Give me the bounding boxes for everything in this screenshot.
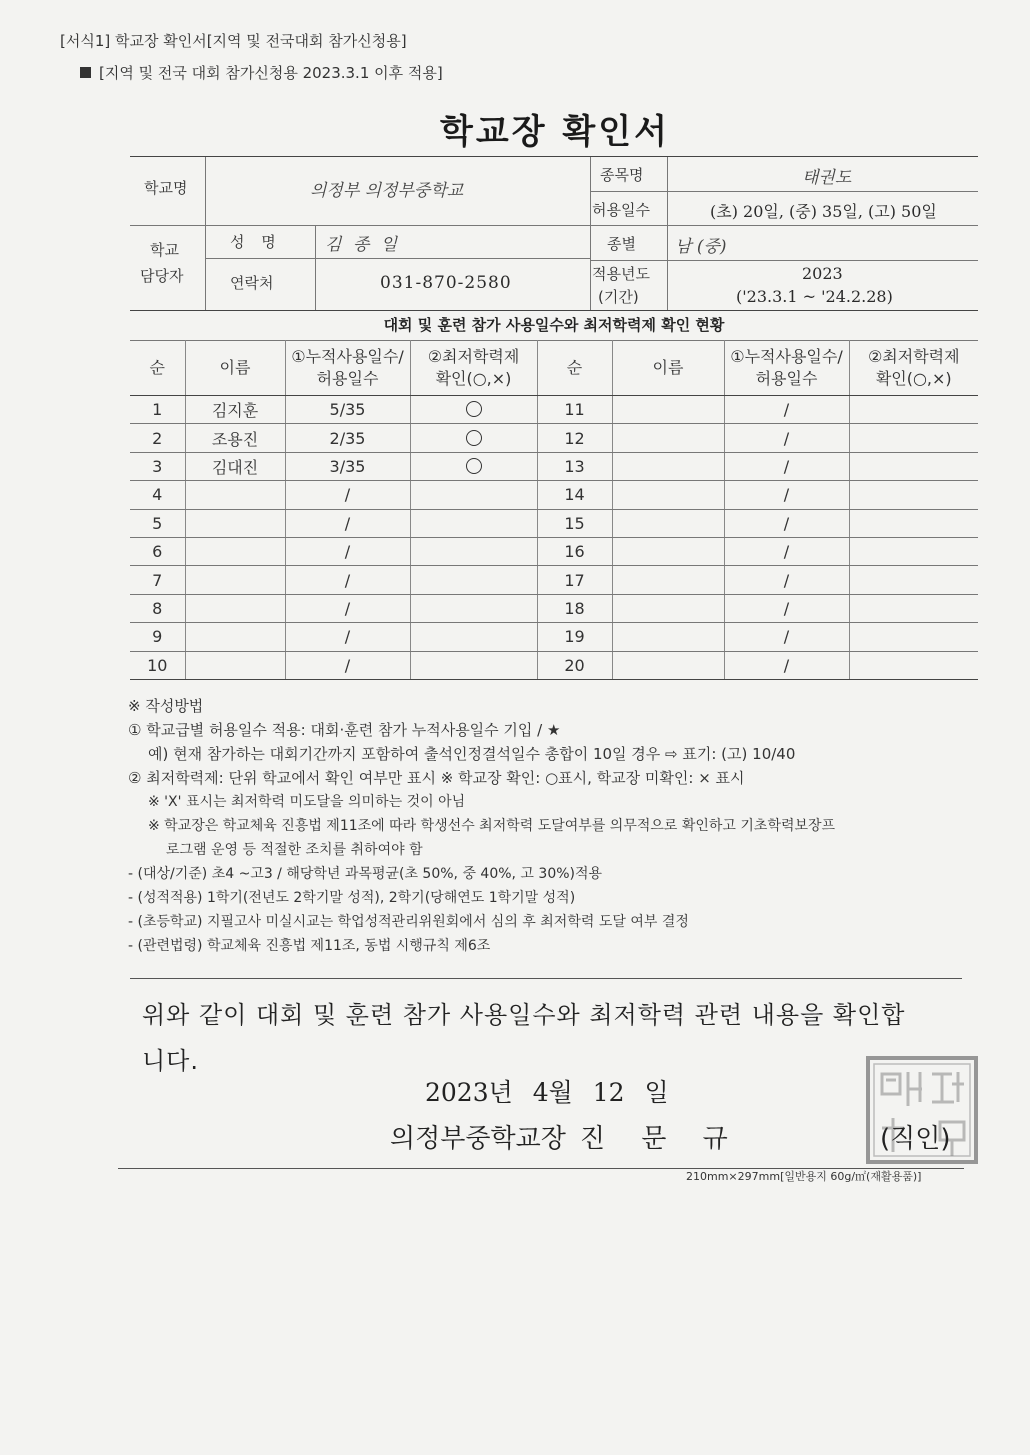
row-number-cell: 16 (537, 537, 612, 565)
form-sub-label-text: [지역 및 전국 대회 참가신청용 2023.3.1 이후 적용] (99, 64, 443, 82)
table-body (130, 396, 978, 680)
used-days-cell: / (285, 594, 410, 622)
instructions (128, 694, 988, 958)
form-sub-label (80, 62, 443, 83)
instruction-example: 예) 현재 참가하는 대회기간까지 포함하여 출석인정결석일수 총합이 10일 경우 ⇨ 표기: (고) 10/40 (148, 745, 796, 763)
signer-title: 의정부중학교장 (390, 1124, 566, 1154)
row-number-cell: 1 (130, 396, 185, 424)
instruction-note: ※ 학교장은 학교체육 진흥법 제11조에 따라 학생선수 최저학력 도달여부를 의무적으로 확인하고 기초학력보장프 (148, 818, 836, 834)
used-days-cell: / (724, 452, 849, 480)
used-days-cell: / (724, 566, 849, 594)
circle-mark-icon (466, 458, 482, 474)
instruction-detail: - (대상/기준) 초4 ~고3 / 해당학년 과목평균(초 50%, 중 40%, 고 30%)적용 (128, 866, 603, 882)
row-number-cell: 6 (130, 537, 185, 565)
student-name-cell (612, 623, 724, 651)
row-number-cell: 14 (537, 481, 612, 509)
col-header-check (410, 341, 537, 396)
minimum-grade-check-cell (410, 651, 537, 679)
row-number-cell: 7 (130, 566, 185, 594)
confirmation-line2: 니다. (142, 1047, 199, 1075)
square-bullet-icon (80, 67, 91, 78)
row-number-cell: 5 (130, 509, 185, 537)
minimum-grade-check-cell (410, 481, 537, 509)
allowed-days-value: (초) 20일, (중) 35일, (고) 50일 (710, 202, 937, 221)
instruction-detail: - (초등학교) 지필고사 미실시교는 학업성적관리위원회에서 심의 후 최저학력 도달 여부 결정 (128, 914, 689, 930)
row-number-cell: 12 (537, 424, 612, 452)
minimum-grade-check-cell (849, 452, 978, 480)
document-title: 학교장 확인서 (440, 112, 670, 152)
student-name-cell (612, 594, 724, 622)
table-row (130, 566, 978, 594)
name-value: 김 종 일 (325, 235, 401, 255)
info-divider (590, 260, 978, 261)
student-name-cell (185, 623, 285, 651)
table-row (130, 424, 978, 452)
student-name-cell (612, 537, 724, 565)
student-name-cell: 김대진 (185, 452, 285, 480)
confirmation-line1: 위와 같이 대회 및 훈련 참가 사용일수와 최저학력 관련 내용을 확인합 (142, 1001, 906, 1029)
student-name-cell (185, 651, 285, 679)
used-days-cell: / (285, 509, 410, 537)
signer-name: 진 문 규 (579, 1124, 742, 1154)
used-days-cell: / (724, 396, 849, 424)
table-row (130, 509, 978, 537)
row-number-cell: 11 (537, 396, 612, 424)
col-header-days-line2: 허용일수 (316, 369, 379, 388)
year-value: 2023 (802, 264, 843, 283)
period-value: ('23.3.1 ~ '24.2.28) (736, 287, 893, 306)
col-header-check-line2: 확인(○,×) (435, 369, 512, 388)
row-number-cell: 15 (537, 509, 612, 537)
minimum-grade-check-cell (849, 594, 978, 622)
name-label: 성 명 (230, 233, 282, 251)
circle-mark-icon (466, 430, 482, 446)
row-number-cell: 8 (130, 594, 185, 622)
col-header-check-line1: ②최저학력제 (867, 347, 960, 366)
info-divider (315, 225, 316, 310)
row-number-cell: 9 (130, 623, 185, 651)
instruction-item: ① 학교급별 허용일수 적용: 대회·훈련 참가 누적사용일수 기입 / ★ (128, 721, 561, 739)
used-days-cell: / (285, 651, 410, 679)
col-header-name: 이름 (185, 341, 285, 396)
minimum-grade-check-cell (410, 537, 537, 565)
table-row (130, 651, 978, 679)
instruction-note: 로그램 운영 등 적절한 조치를 취하여야 함 (166, 842, 423, 858)
table-row (130, 481, 978, 509)
student-name-cell (185, 594, 285, 622)
info-block (130, 156, 978, 311)
used-days-cell: / (724, 651, 849, 679)
info-divider (667, 157, 668, 310)
student-name-cell (185, 537, 285, 565)
student-name-cell (612, 481, 724, 509)
category-value: 남 (중) (675, 237, 727, 257)
student-name-cell: 김지훈 (185, 396, 285, 424)
col-header-check-line1: ②최저학력제 (427, 347, 520, 366)
info-divider (205, 157, 206, 310)
participation-table (130, 340, 978, 680)
col-header-check-right (849, 341, 978, 396)
confirmation-text (142, 992, 962, 1084)
minimum-grade-check-cell (410, 509, 537, 537)
used-days-cell: / (724, 509, 849, 537)
divider (130, 978, 962, 979)
minimum-grade-check-cell (849, 481, 978, 509)
student-name-cell: 조용진 (185, 424, 285, 452)
student-name-cell (612, 651, 724, 679)
used-days-cell: / (285, 481, 410, 509)
col-header-days-line1: ①누적사용일수/ (730, 347, 843, 366)
stamp-label: (직인) (880, 1124, 951, 1154)
col-header-no-right: 순 (537, 341, 612, 396)
table-row (130, 537, 978, 565)
info-divider (205, 258, 590, 259)
school-value: 의정부 의정부중학교 (310, 181, 464, 201)
instruction-note: ※ 'X' 표시는 최저학력 미도달을 의미하는 것이 아님 (148, 794, 466, 810)
school-label: 학교명 (144, 179, 188, 197)
minimum-grade-check-cell (410, 594, 537, 622)
row-number-cell: 19 (537, 623, 612, 651)
minimum-grade-check-cell (849, 651, 978, 679)
used-days-cell: / (724, 537, 849, 565)
row-number-cell: 13 (537, 452, 612, 480)
instructions-heading: ※ 작성방법 (128, 697, 204, 715)
manager-label-line2: 담당자 (140, 267, 184, 285)
used-days-cell: / (285, 566, 410, 594)
minimum-grade-check-cell (410, 396, 537, 424)
used-days-cell: / (724, 594, 849, 622)
table-title: 대회 및 훈련 참가 사용일수와 최저학력제 확인 현황 (130, 310, 978, 341)
table-row (130, 396, 978, 424)
minimum-grade-check-cell (410, 452, 537, 480)
col-header-name-right: 이름 (612, 341, 724, 396)
table-header-row (130, 341, 978, 396)
minimum-grade-check-cell (849, 509, 978, 537)
used-days-cell: / (285, 537, 410, 565)
table-row (130, 623, 978, 651)
student-name-cell (185, 509, 285, 537)
minimum-grade-check-cell (849, 396, 978, 424)
col-header-days (285, 341, 410, 396)
table-row (130, 452, 978, 480)
used-days-cell: / (285, 623, 410, 651)
row-number-cell: 4 (130, 481, 185, 509)
row-number-cell: 10 (130, 651, 185, 679)
used-days-cell: 3/35 (285, 452, 410, 480)
student-name-cell (612, 566, 724, 594)
col-header-days-right (724, 341, 849, 396)
minimum-grade-check-cell (849, 424, 978, 452)
allowed-days-label: 허용일수 (592, 201, 650, 219)
instruction-item: ② 최저학력제: 단위 학교에서 확인 여부만 표시 ※ 학교장 확인: ○표시, 학교장 미확인: × 표시 (128, 769, 745, 787)
year-label-line2: (기간) (598, 288, 639, 306)
table-row (130, 594, 978, 622)
used-days-cell: / (724, 623, 849, 651)
signer (390, 1118, 742, 1155)
confirmation-date: 2023년 4월 12 일 (425, 1078, 669, 1107)
circle-mark-icon (466, 401, 482, 417)
student-name-cell (612, 424, 724, 452)
info-divider (590, 157, 591, 310)
sport-label: 종목명 (600, 166, 644, 184)
student-name-cell (185, 481, 285, 509)
student-name-cell (612, 396, 724, 424)
minimum-grade-check-cell (410, 623, 537, 651)
row-number-cell: 17 (537, 566, 612, 594)
minimum-grade-check-cell (410, 566, 537, 594)
used-days-cell: / (724, 481, 849, 509)
col-header-check-line2: 확인(○,×) (875, 369, 952, 388)
used-days-cell: 5/35 (285, 396, 410, 424)
minimum-grade-check-cell (410, 424, 537, 452)
col-header-days-line1: ①누적사용일수/ (291, 347, 404, 366)
manager-label-line1: 학교 (150, 241, 179, 259)
minimum-grade-check-cell (849, 566, 978, 594)
minimum-grade-check-cell (849, 537, 978, 565)
used-days-cell: 2/35 (285, 424, 410, 452)
year-label-line1: 적용년도 (592, 265, 650, 283)
row-number-cell: 3 (130, 452, 185, 480)
category-label: 종별 (607, 235, 636, 253)
sport-value: 태권도 (802, 168, 852, 188)
instruction-detail: - (성적적용) 1학기(전년도 2학기말 성적), 2학기(당해연도 1학기말 성적) (128, 890, 576, 906)
col-header-days-line2: 허용일수 (755, 369, 818, 388)
paper-spec: 210mm×297mm[일반용지 60g/㎡(재활용품)] (686, 1170, 922, 1183)
info-divider (130, 225, 978, 226)
contact-label: 연락처 (230, 274, 274, 292)
col-header-no: 순 (130, 341, 185, 396)
student-name-cell (185, 566, 285, 594)
used-days-cell: / (724, 424, 849, 452)
instruction-detail: - (관련법령) 학교체육 진흥법 제11조, 동법 시행규칙 제6조 (128, 938, 491, 954)
student-name-cell (612, 509, 724, 537)
row-number-cell: 18 (537, 594, 612, 622)
info-divider (590, 191, 978, 192)
minimum-grade-check-cell (849, 623, 978, 651)
student-name-cell (612, 452, 724, 480)
row-number-cell: 2 (130, 424, 185, 452)
form-label: [서식1] 학교장 확인서[지역 및 전국대회 참가신청용] (60, 32, 407, 50)
contact-value: 031-870-2580 (380, 273, 512, 293)
row-number-cell: 20 (537, 651, 612, 679)
